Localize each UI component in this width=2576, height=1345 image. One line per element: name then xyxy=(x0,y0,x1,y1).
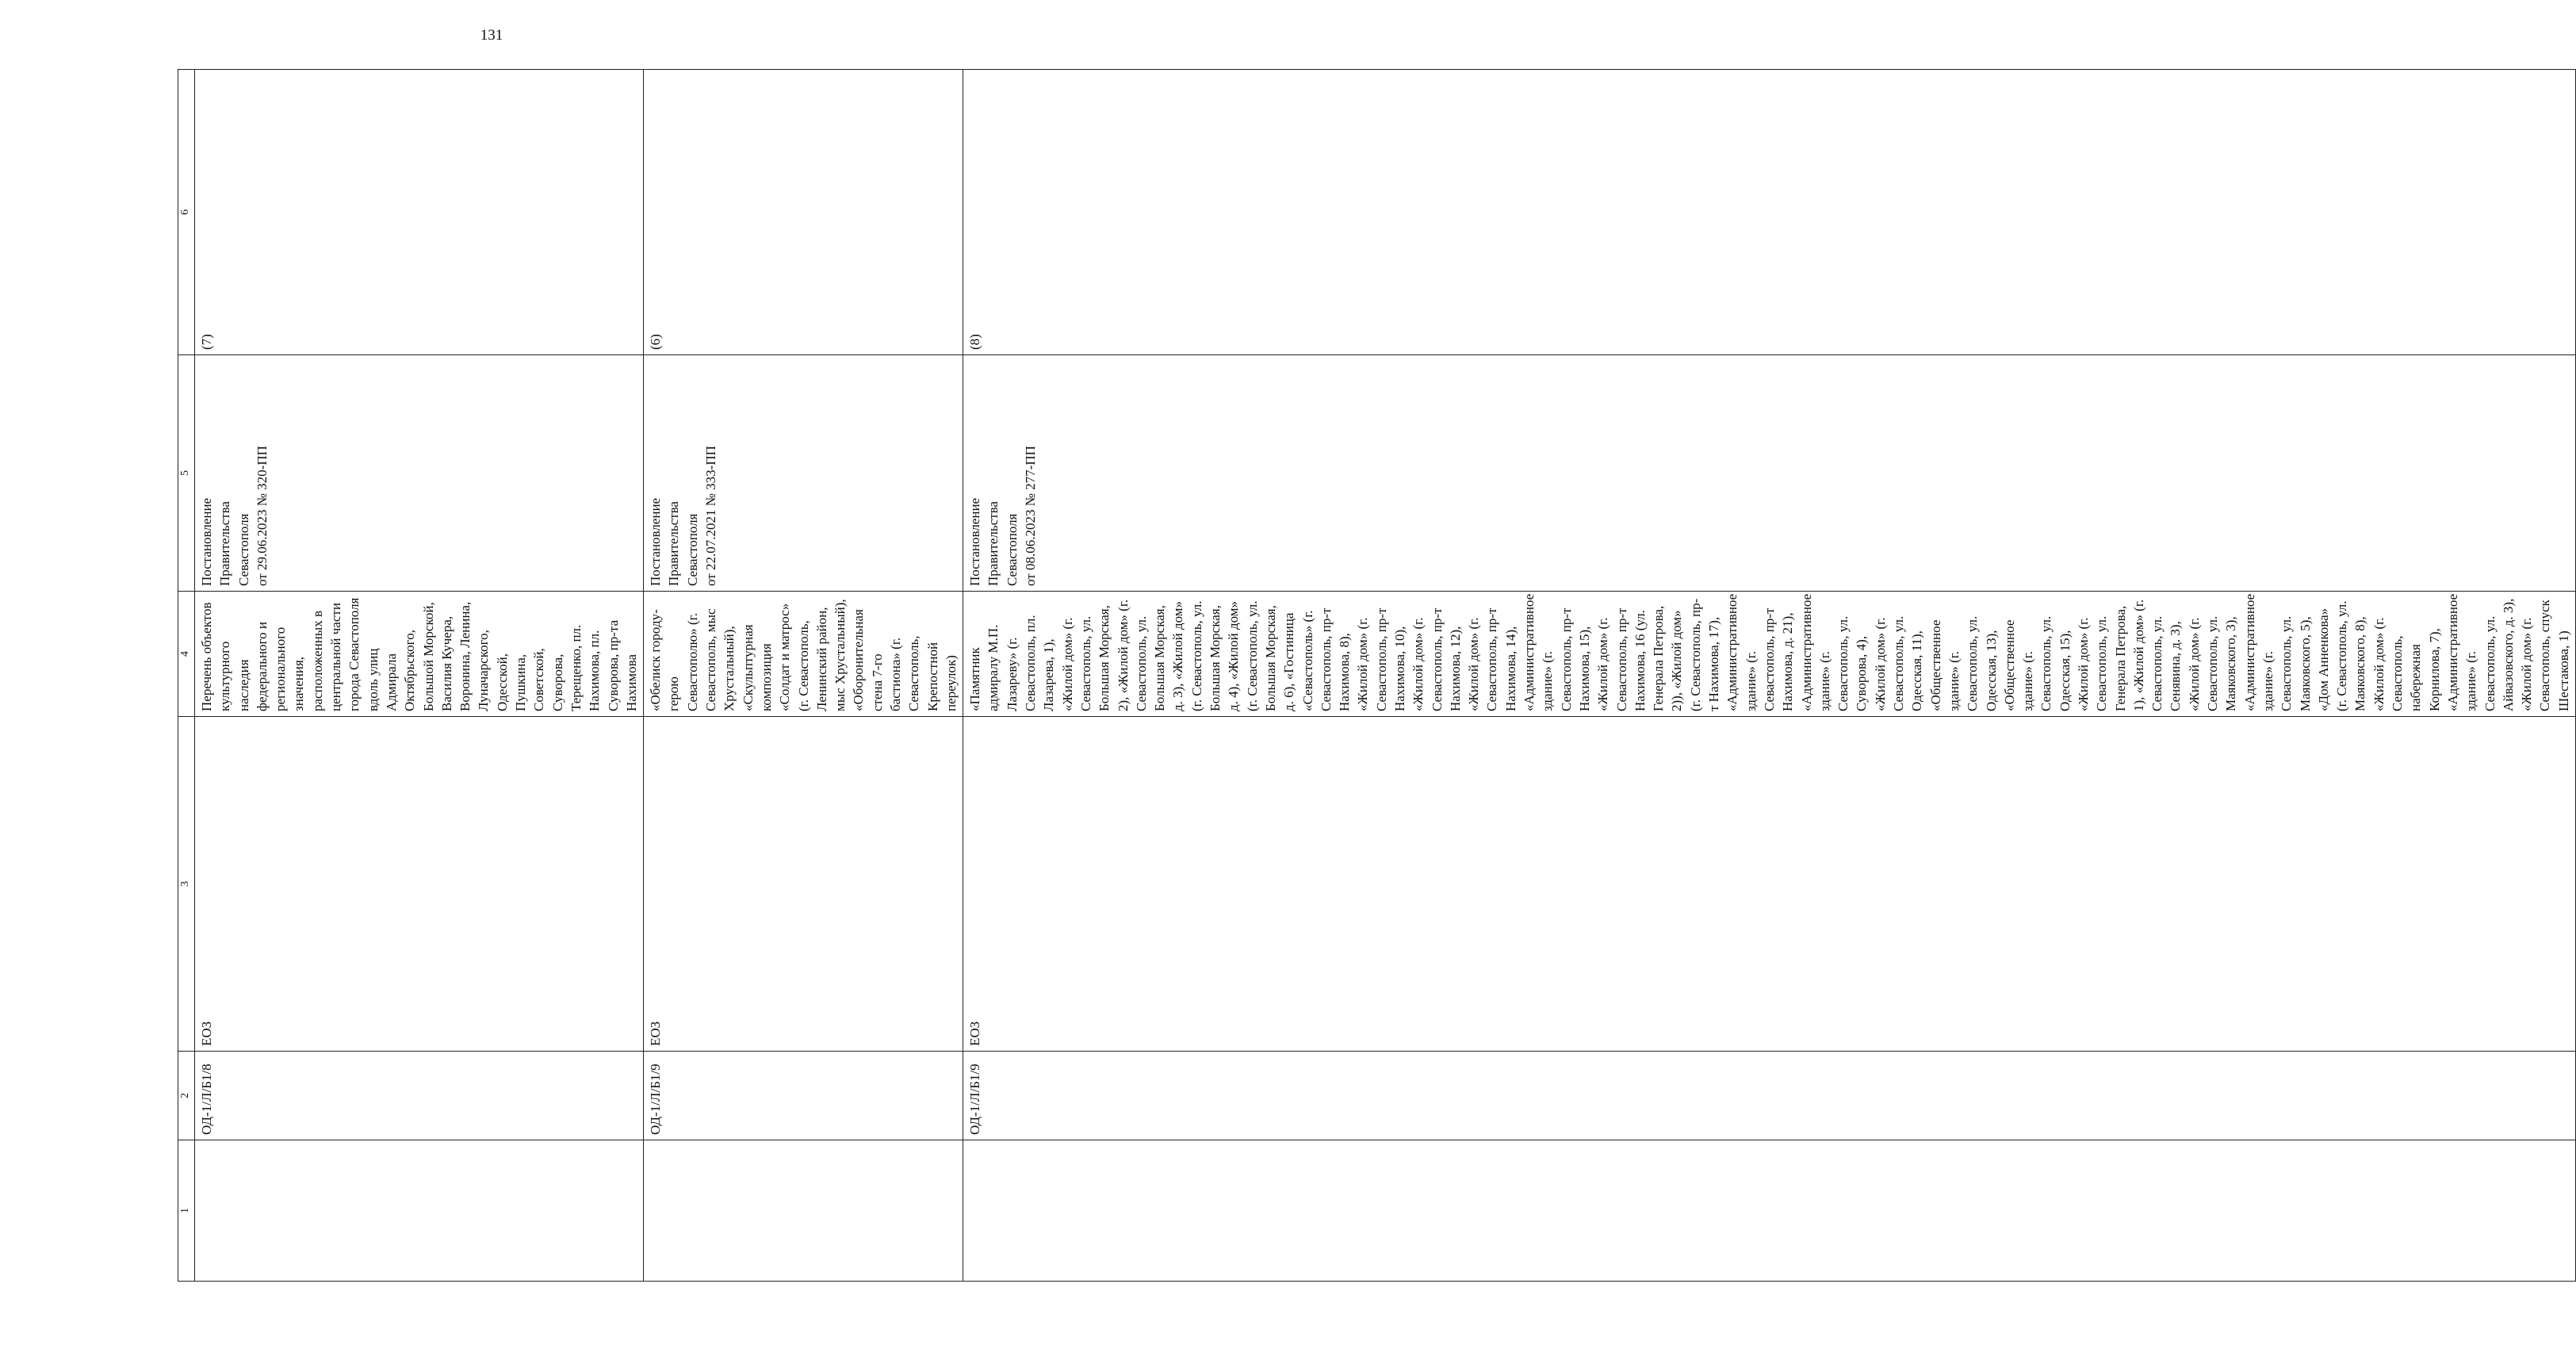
page-number: 131 xyxy=(480,27,503,44)
table-row xyxy=(644,70,963,1282)
note-cell: (7) xyxy=(195,70,644,355)
zone-type-cell: ЕОЗ xyxy=(644,717,963,1052)
objects-description-cell: «Памятник адмиралу М.П. Лазареву» (г. Севастополь, пл. Лазарева, 1), «Жилой дом» (г. Севастополь, ул. Большая Морская, 2), «Жилой дом» (г. Севастополь, ул. Большая Морская, д. 3), «Жилой дом» (г. Севастополь, ул. Большая Морская, д. 4), «Жилой дом» (г. Севастополь, ул. Большая Морская, д. 6), «Гостиница «Севастополь» (г. Севастополь, пр-т Нахимова, 8), «Жилой дом» (г. Севастополь, пр-т Нахимова, 10), «Жилой дом» (г. Севастополь, пр-т Нахимова, 12), «Жилой дом» (г. Севастополь, пр-т Нахимова, 14), «Административное здание» (г. Севастополь, пр-т Нахимова, 15), «Жилой дом» (г. Севастополь, пр-т Нахимова, 16 (ул. Генерала Петрова, 2)), «Жилой дом» (г. Севастополь, пр-т Нахимова, 17), «Административное здание» (г. Севастополь, пр-т Нахимова, д. 21), «Административное здание» (г. Севастополь, ул. Суворова, 4), «Жилой дом» (г. Севастополь, ул. Одесская, 11), «Общественное здание» (г. Севастополь, ул. Одесская, 13), «Общественное здание» (г. Севастополь, ул. Одесская, 15), «Жилой дом» (г. Севастополь, ул. Генерала Петрова, 1), «Жилой дом» (г. Севастополь, ул. Сенявина, д. 3), «Жилой дом» (г. Севастополь, ул. Маяковского, 3), «Административное здание» (г. Севастополь, ул. Маяковского, 5), «Дом Анненкова» (г. Севастополь, ул. Маяковского, 8), «Жилой дом» (г. Севастополь, набережная Корнилова, 7), «Административное здание» (г. Севастополь, ул. Айвазовского, д. 3), «Жилой дом» (г. Севастополь, спуск Шестакова, 1) xyxy=(963,592,2576,717)
note-cell: (6) xyxy=(644,70,963,355)
regulation-document-cell: Постановление Правительства Севастополя от 22.07.2021 № 333-ПП xyxy=(644,355,963,592)
row-index-cell xyxy=(963,1140,2576,1282)
objects-description-cell: Перечень объектов культурного наследия федерального и регионального значения, расположенных в центральной части города Севастополя вдоль улиц Адмирала Октябрьского, Большой Морской, Василия Кучера, Воронина, Ленина, Луначарского, Одесской, Пушкина, Советской, Суворова, Терещенко, пл. Нахимова, пл. Суворова, пр-та Нахимова xyxy=(195,592,644,717)
column-number-row xyxy=(178,70,195,1282)
column-number: 6 xyxy=(178,70,195,355)
note-cell: (8) xyxy=(963,70,2576,355)
row-index-cell xyxy=(644,1140,963,1282)
objects-description-cell: «Обелиск городу-герою Севастополю» (г. Севастополь, мыс Хрустальный), «Скульптурная композиция «Солдат и матрос» (г. Севастополь, Ленинский район, мыс Хрустальный), «Оборонительная стена 7-го бастиона» (г. Севастополь, Крепостной переулок) xyxy=(644,592,963,717)
objects-table xyxy=(178,69,2576,1282)
zone-code-cell: ОД-1/Л/Б1/9 xyxy=(963,1052,2576,1140)
zone-type-cell: ЕОЗ xyxy=(963,717,2576,1052)
regulation-document-cell: Постановление Правительства Севастополя от 08.06.2023 № 277-ПП xyxy=(963,355,2576,592)
zone-code-cell: ОД-1/Л/Б1/8 xyxy=(195,1052,644,1140)
zone-code-cell: ОД-1/Л/Б1/9 xyxy=(644,1052,963,1140)
column-number: 4 xyxy=(178,592,195,717)
column-number: 5 xyxy=(178,355,195,592)
rotated-table-container xyxy=(178,70,2571,1282)
column-number: 2 xyxy=(178,1052,195,1140)
column-number: 1 xyxy=(178,1140,195,1282)
table-row xyxy=(195,70,644,1282)
regulation-document-cell: Постановление Правительства Севастополя от 29.06.2023 № 320-ПП xyxy=(195,355,644,592)
zone-type-cell: ЕОЗ xyxy=(195,717,644,1052)
row-index-cell xyxy=(195,1140,644,1282)
table-row xyxy=(963,70,2576,1282)
column-number: 3 xyxy=(178,717,195,1052)
